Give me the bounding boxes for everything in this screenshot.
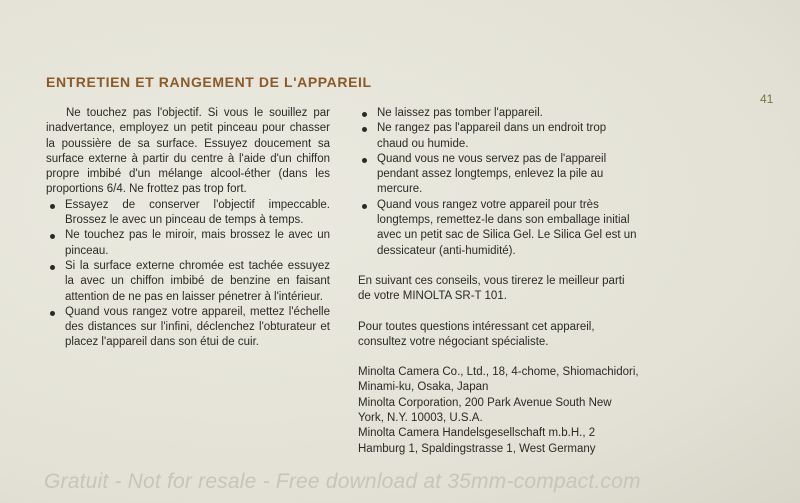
advice-paragraph: En suivant ces conseils, vous tirerez le meilleur parti de votre MINOLTA SR-T 101. [358, 274, 625, 303]
right-bullet-list [358, 106, 640, 259]
spacer [358, 259, 640, 274]
list-item: Quand vous rangez votre appareil pour très longtemps, remettez-le dans son emballage initial avec un petit sac de Silica Gel. Le Silica Gel est un dessicateur (anti-humidité). [358, 198, 640, 259]
right-column [358, 106, 640, 457]
list-item: Ne laissez pas tomber l'appareil. [358, 106, 640, 121]
list-item: Ne touchez pas le miroir, mais brossez le avec un pinceau. [46, 228, 330, 259]
page-heading: ENTRETIEN ET RANGEMENT DE L'APPAREIL [46, 74, 372, 90]
address-germany: Minolta Camera Handelsgesellschaft m.b.H., 2 Hamburg 1, Spaldingstrasse 1, West Germany [358, 427, 596, 455]
contact-paragraph: Pour toutes questions intéressant cet appareil, consultez votre négociant spécialiste. [358, 320, 595, 348]
list-item: Ne rangez pas l'appareil dans un endroit trop chaud ou humide. [358, 121, 640, 152]
left-bullet-list [46, 198, 330, 351]
spacer [358, 305, 640, 320]
watermark-footer: Gratuit - Not for resale - Free download at 35mm-compact.com [44, 470, 641, 493]
list-item: Quand vous ne vous servez pas de l'appareil pendant assez longtemps, enlevez la pile au mercure. [358, 152, 640, 198]
intro-paragraph: Ne touchez pas l'objectif. Si vous le souillez par inadvertance, employez un petit pinceau pour chasser la poussière de sa surface. Essuyez doucement sa surface externe à partir du centre à l'aide d'un chiffon propre imbibé d'un mélange alcool-éther (dans les proportions 6/4. Ne frottez pas trop fort. [46, 107, 330, 196]
list-item: Quand vous rangez votre appareil, mettez l'échelle des distances sur l'infini, déclenchez l'obturateur et placez l'appareil dans son étui de cuir. [46, 305, 330, 351]
page-number: 41 [760, 92, 774, 106]
address-japan: Minolta Camera Co., Ltd., 18, 4-chome, Shiomachidori, Minami-ku, Osaka, Japan [358, 366, 639, 394]
list-item: Essayez de conserver l'objectif impeccable. Brossez le avec un pinceau de temps à temps. [46, 198, 330, 229]
left-column [46, 106, 330, 351]
address-usa: Minolta Corporation, 200 Park Avenue South New York, N.Y. 10003, U.S.A. [358, 396, 612, 425]
spacer [358, 350, 640, 365]
list-item: Si la surface externe chromée est tachée essuyez la avec un chiffon imbibé de benzine en faisant attention de ne pas en laisser pénetrer à l'intérieur. [46, 259, 330, 305]
